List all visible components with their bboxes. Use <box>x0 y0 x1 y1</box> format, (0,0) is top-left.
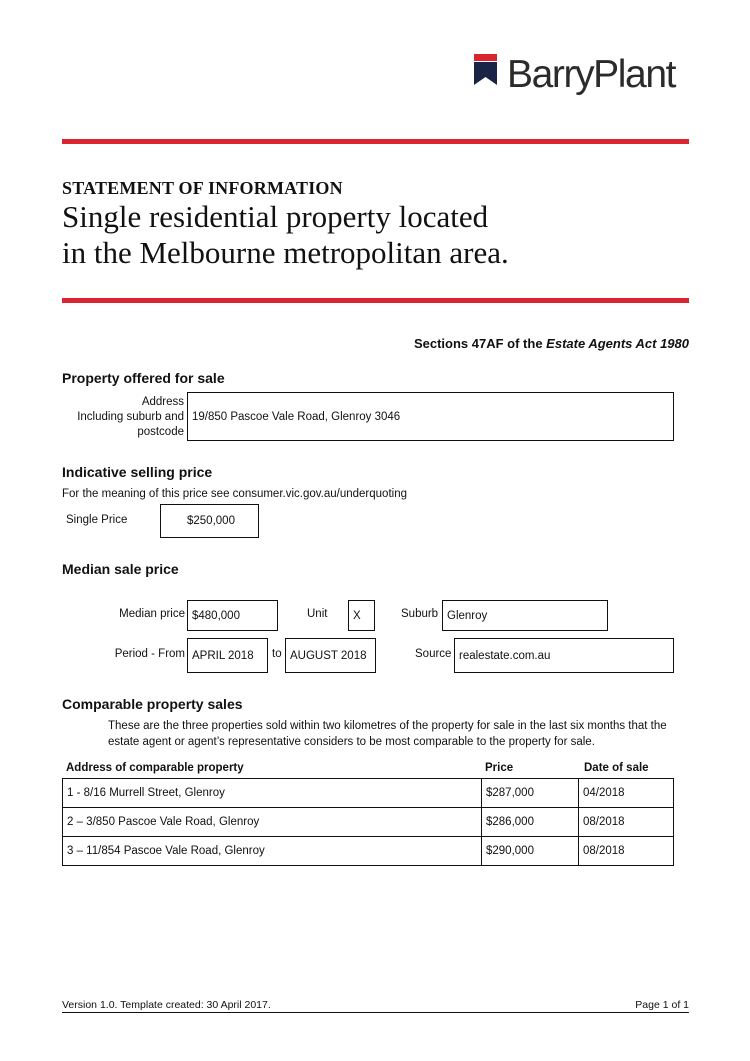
period-label: Period - From <box>114 648 185 660</box>
page-title-line-1: Single residential property located <box>62 199 489 234</box>
table-row <box>63 808 674 837</box>
comparable-address: 3 – 11/854 Pascoe Vale Road, Glenroy <box>63 837 482 866</box>
period-to-label: to <box>272 648 282 660</box>
property-section-title: Property offered for sale <box>62 370 225 386</box>
comparable-price: $287,000 <box>482 779 579 808</box>
act-name: Estate Agents Act 1980 <box>546 336 689 351</box>
period-to-field: AUGUST 2018 <box>285 638 376 673</box>
comparable-date: 08/2018 <box>579 808 674 837</box>
top-red-rule <box>62 139 689 144</box>
footer-page-number: Page 1 of 1 <box>635 999 689 1011</box>
col-header-date: Date of sale <box>584 762 649 774</box>
comparable-section-title: Comparable property sales <box>62 696 243 712</box>
comparable-sales-table <box>62 778 674 866</box>
table-row <box>63 837 674 866</box>
footer-version: Version 1.0. Template created: 30 April 2017. <box>62 999 271 1011</box>
logo-wordmark: BarryPlant <box>507 53 676 96</box>
source-label: Source <box>415 648 452 660</box>
act-prefix: Sections 47AF of the <box>413 336 547 351</box>
underquoting-note: For the meaning of this price see consumer.vic.gov.au/underquoting <box>62 488 407 500</box>
comparable-price: $290,000 <box>482 837 579 866</box>
address-label-line-1: Address <box>141 396 184 408</box>
comparable-address: 2 – 3/850 Pascoe Vale Road, Glenroy <box>63 808 482 837</box>
unit-field: X <box>348 600 375 631</box>
comparable-address: 1 - 8/16 Murrell Street, Glenroy <box>63 779 482 808</box>
address-field: 19/850 Pascoe Vale Road, Glenroy 3046 <box>187 392 674 441</box>
comparable-date: 08/2018 <box>579 837 674 866</box>
single-price-field: $250,000 <box>160 504 259 538</box>
source-field: realestate.com.au <box>454 638 674 673</box>
median-section-title: Median sale price <box>62 561 179 577</box>
page-title-line-2: in the Melbourne metropolitan area. <box>62 235 509 270</box>
period-from-field: APRIL 2018 <box>187 638 268 673</box>
address-label-line-2: Including suburb and <box>77 411 184 423</box>
barry-plant-logo <box>474 52 689 102</box>
flag-icon <box>474 54 497 85</box>
page-title <box>62 199 662 271</box>
suburb-label: Suburb <box>401 608 439 620</box>
statement-heading: STATEMENT OF INFORMATION <box>62 178 343 198</box>
col-header-price: Price <box>485 762 514 774</box>
footer-divider <box>62 1012 689 1013</box>
middle-red-rule <box>62 298 689 303</box>
median-price-label: Median price <box>119 608 185 620</box>
address-label <box>62 395 184 440</box>
single-price-label: Single Price <box>66 514 128 526</box>
unit-label: Unit <box>307 608 328 620</box>
act-reference <box>414 336 689 351</box>
comparable-price: $286,000 <box>482 808 579 837</box>
median-price-field: $480,000 <box>187 600 278 631</box>
indicative-section-title: Indicative selling price <box>62 464 213 480</box>
comparable-date: 04/2018 <box>579 779 674 808</box>
col-header-address: Address of comparable property <box>66 762 244 774</box>
address-label-line-3: postcode <box>137 426 184 438</box>
table-row <box>63 779 674 808</box>
comparable-note: These are the three properties sold within two kilometres of the property for sale in the last six months that the estate agent or agent’s representative considers to be most comparable to the property for sale. <box>108 720 667 748</box>
suburb-field: Glenroy <box>442 600 608 631</box>
